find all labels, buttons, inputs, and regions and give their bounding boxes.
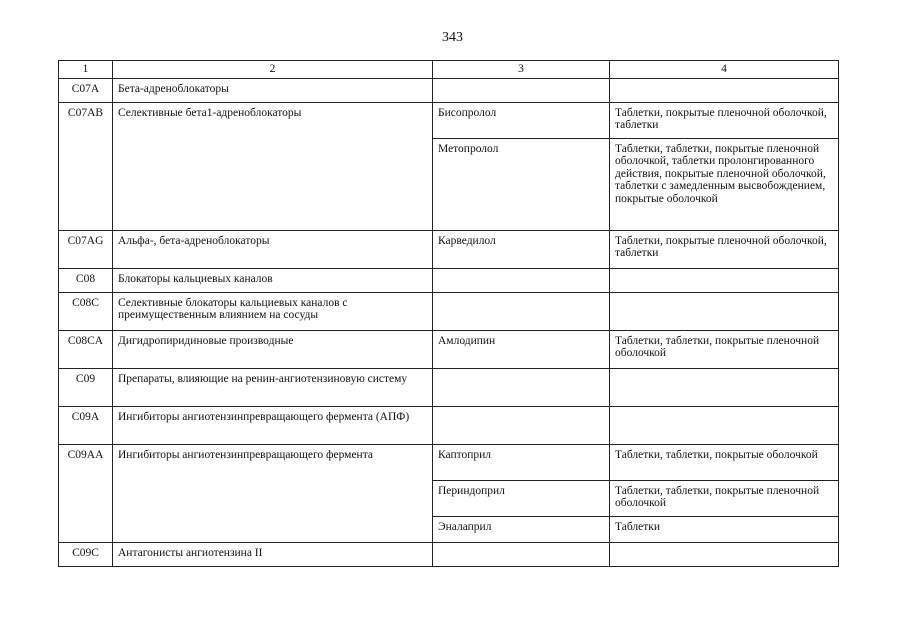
dosage-forms <box>610 406 839 444</box>
dosage-forms <box>610 78 839 102</box>
dosage-forms: Таблетки, таблетки, покрытые пленочной оболочкой <box>610 480 839 516</box>
drug-name: Амлодипин <box>433 330 610 368</box>
atc-code: C08 <box>59 268 113 292</box>
drug-name: Эналаприл <box>433 516 610 542</box>
atc-group-name: Антагонисты ангиотензина II <box>113 542 433 566</box>
drug-name <box>433 406 610 444</box>
table-row <box>59 406 839 444</box>
atc-code: C08C <box>59 292 113 330</box>
drug-name <box>433 78 610 102</box>
table-row <box>59 102 839 138</box>
atc-code: C07A <box>59 78 113 102</box>
dosage-forms <box>610 542 839 566</box>
dosage-forms: Таблетки, покрытые пленочной оболочкой, таблетки <box>610 230 839 268</box>
atc-group-name: Дигидропиридиновые производные <box>113 330 433 368</box>
column-4-header: 4 <box>610 61 839 79</box>
dosage-forms <box>610 368 839 406</box>
dosage-forms: Таблетки, таблетки, покрытые пленочной оболочкой <box>610 330 839 368</box>
dosage-forms: Таблетки, таблетки, покрытые оболочкой <box>610 444 839 480</box>
atc-code: C08CA <box>59 330 113 368</box>
page-number: 343 <box>442 30 463 45</box>
atc-code: C09C <box>59 542 113 566</box>
dosage-forms: Таблетки <box>610 516 839 542</box>
drug-name <box>433 542 610 566</box>
column-1-header: 1 <box>59 61 113 79</box>
drug-name: Периндоприл <box>433 480 610 516</box>
atc-group-name: Ингибиторы ангиотензинпревращающего фермента (АПФ) <box>113 406 433 444</box>
atc-code: C09A <box>59 406 113 444</box>
dosage-forms: Таблетки, покрытые пленочной оболочкой, таблетки <box>610 102 839 138</box>
table-row <box>59 444 839 480</box>
atc-code: C09AA <box>59 444 113 542</box>
table-row <box>59 542 839 566</box>
drug-name: Бисопролол <box>433 102 610 138</box>
dosage-forms <box>610 268 839 292</box>
table-row <box>59 230 839 268</box>
dosage-forms <box>610 292 839 330</box>
drug-name <box>433 292 610 330</box>
atc-code: C09 <box>59 368 113 406</box>
atc-group-name: Препараты, влияющие на ренин-ангиотензиновую систему <box>113 368 433 406</box>
column-number-row <box>59 61 839 79</box>
drug-name <box>433 268 610 292</box>
table-row <box>59 368 839 406</box>
atc-code: C07AB <box>59 102 113 230</box>
table-row <box>59 268 839 292</box>
drug-name: Карведилол <box>433 230 610 268</box>
drug-name: Каптоприл <box>433 444 610 480</box>
atc-group-name: Селективные блокаторы кальциевых каналов с преимущественным влиянием на сосуды <box>113 292 433 330</box>
table-row <box>59 78 839 102</box>
atc-group-name: Ингибиторы ангиотензинпревращающего фермента <box>113 444 433 542</box>
atc-group-name: Селективные бета1-адреноблокаторы <box>113 102 433 230</box>
atc-group-name: Альфа-, бета-адреноблокаторы <box>113 230 433 268</box>
column-2-header: 2 <box>113 61 433 79</box>
column-3-header: 3 <box>433 61 610 79</box>
drug-name: Метопролол <box>433 138 610 230</box>
table-row <box>59 292 839 330</box>
table-row <box>59 330 839 368</box>
drug-classification-table <box>58 60 839 567</box>
dosage-forms: Таблетки, таблетки, покрытые пленочной оболочкой, таблетки пролонгированного действия, покрытые пленочной оболочкой, таблетки с замедленным высвобождением, покрытые оболочкой <box>610 138 839 230</box>
atc-group-name: Блокаторы кальциевых каналов <box>113 268 433 292</box>
atc-code: C07AG <box>59 230 113 268</box>
atc-group-name: Бета-адреноблокаторы <box>113 78 433 102</box>
drug-name <box>433 368 610 406</box>
